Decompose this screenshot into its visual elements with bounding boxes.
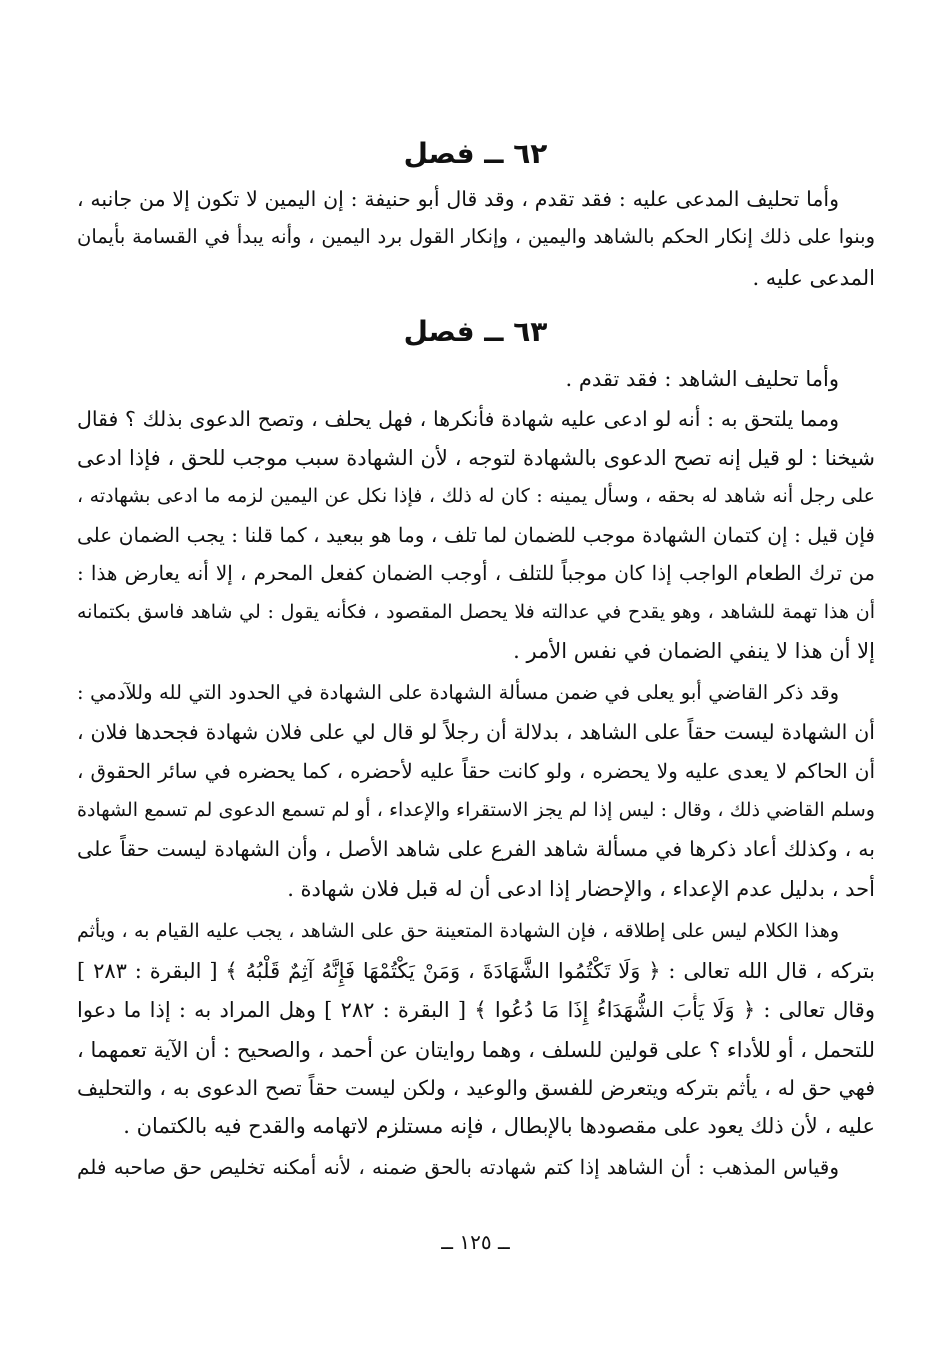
section-63-line-2: ومما يلتحق به : أنه لو ادعى عليه شهادة فأنكرها ، فهل يحلف ، وتصح الدعوى بذلك ؟ فقال bbox=[77, 407, 839, 431]
section-63-line-8: إلا أن هذا لا ينفي الضمان في نفس الأمر . bbox=[513, 639, 875, 663]
section-63-line-5: فإن قيل : إن كتمان الشهادة موجب للضمان لما تلف ، وما هو ببعيد ، كما قلنا : يجب الضمان على bbox=[77, 523, 875, 547]
section-63-line-9: وقد ذكر القاضي أبو يعلى في ضمن مسألة الشهادة على الشهادة في الحدود التي لله وللآدمي : bbox=[77, 681, 839, 704]
section-63-line-16: بتركه ، قال الله تعالى : ﴿ وَلَا تَكْتُمُوا الشَّهَادَةَ ، وَمَنْ يَكْتُمْهَا فَإِنَّهُ آثِمٌ قَلْبُهُ ﴾ [ البقرة : ٢٨٣ ] bbox=[77, 959, 875, 983]
section-63-heading: ٦٣ ــ فصل bbox=[403, 315, 548, 348]
section-63-line-17: وقال تعالى : ﴿ وَلَا يَأْبَ الشُّهَدَاءُ إِذَا مَا دُعُوا ﴾ [ البقرة : ٢٨٢ ] وهل المراد به : إذا ما دعوا bbox=[77, 998, 875, 1022]
section-62-heading: ٦٢ ــ فصل bbox=[403, 137, 548, 170]
section-63-line-4: على رجل أنه شاهد له بحقه ، وسأل يمينه : كان له ذلك ، فإذا نكل عن اليمين لزمه ما ادعى بشهادته ، bbox=[77, 485, 875, 507]
section-63-line-1: وأما تحليف الشاهد : فقد تقدم . bbox=[565, 367, 839, 391]
section-63-line-11: أن الحاكم لا يعدى عليه ولا يحضره ، ولو كانت حقاً عليه لأحضره ، كما يحضره في سائر الحقوق ، bbox=[77, 759, 875, 783]
section-63-line-15: وهذا الكلام ليس على إطلاقه ، فإن الشهادة المتعينة حق على الشاهد ، يجب عليه القيام به ، ويأثم bbox=[77, 920, 839, 942]
section-63-line-10: أن الشهادة ليست حقاً على الشاهد ، بدلالة أن رجلاً لو قال لي على فلان شهادة فجحدها فلان ، bbox=[77, 720, 875, 744]
section-63-line-3: شيخنا : لو قيل إنه تصح الدعوى بالشهادة لتوجه ، لأن الشهادة سبب موجب للحق ، فإذا ادعى bbox=[77, 446, 875, 470]
section-63-line-21: وقياس المذهب : أن الشاهد إذا كتم شهادته بالحق ضمنه ، لأنه أمكنه تخليص حق صاحبه فلم bbox=[77, 1155, 839, 1179]
section-63-line-20: عليه ، لأن ذلك يعود على مقصودها بالإبطال ، فإنه مستلزم لاتهامه والقدح فيه بالكتمان . bbox=[123, 1114, 875, 1138]
section-63-line-7: أن هذا تهمة للشاهد ، وهو يقدح في عدالته فلا يحصل المقصود ، فكأنه يقول : لي شاهد فاسق بكتمانه bbox=[77, 601, 875, 623]
section-63-line-13: به ، وكذلك أعاد ذكرها في مسألة شاهد الفرع على شاهد الأصل ، وأن الشهادة ليست حقاً على bbox=[77, 837, 875, 861]
section-63-line-19: فهي حق له ، يأثم بتركه ويتعرض للفسق والوعيد ، ولكن ليست حقاً تصح الدعوى به ، والتحليف bbox=[77, 1076, 875, 1100]
section-63-line-12: وسلم القاضي ذلك ، وقال : ليس إذا لم يجز الاستقراء والإعداء ، أو لم تسمع الدعوى لم تسمع الشهادة bbox=[77, 799, 875, 821]
section-63-line-6: من ترك الطعام الواجب إذا كان موجباً للتلف ، أوجب الضمان كفعل المحرم ، إلا أنه يعارض هذا : bbox=[77, 561, 875, 585]
section-63-line-14: أحد ، بدليل عدم الإعداء ، والإحضار إذا ادعى أن له قبل فلان شهادة . bbox=[287, 877, 875, 901]
section-62-line-3: المدعى عليه . bbox=[752, 266, 875, 290]
section-63-line-18: للتحمل ، أو للأداء ؟ على قولين للسلف ، وهما روايتان عن أحمد ، والصحيح : أن الآية تعمهما ، bbox=[77, 1038, 875, 1062]
page-number: ــ ١٢٥ ــ bbox=[441, 1230, 510, 1254]
section-62-line-2: وبنوا على ذلك إنكار الحكم بالشاهد واليمين ، وإنكار القول برد اليمين ، وأنه يبدأ في القسامة بأيمان bbox=[77, 225, 875, 248]
section-62-line-1: وأما تحليف المدعى عليه : فقد تقدم ، وقد قال أبو حنيفة : إن اليمين لا تكون إلا من جانبه ، bbox=[77, 187, 839, 211]
